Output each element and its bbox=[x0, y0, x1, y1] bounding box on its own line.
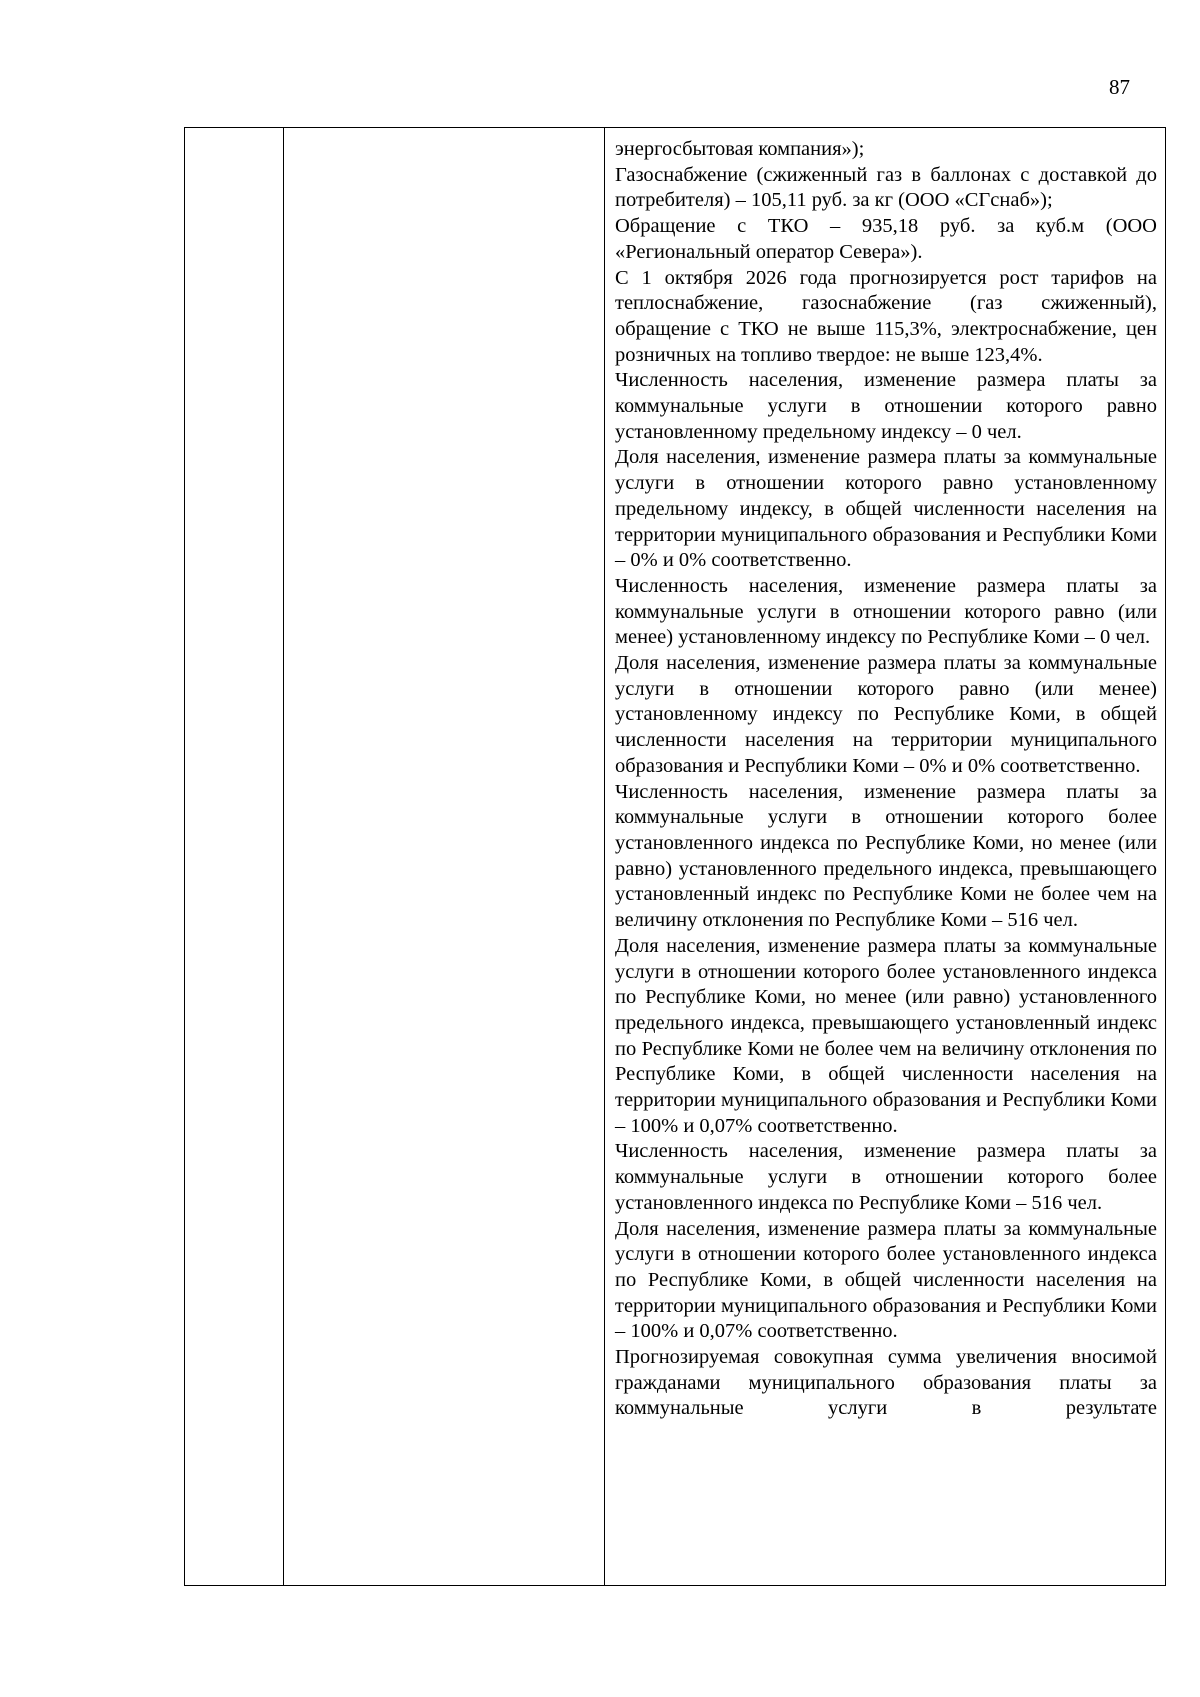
paragraph: Численность населения, изменение размера платы за коммунальные услуги в отношении которого более установленного индекса по Республике Коми, но менее (или равно) установленного предельного индекса, превышающего установленный индекс по Республике Коми не более чем на величину отклонения по Республике Коми – 516 чел. bbox=[615, 780, 1157, 932]
content-table bbox=[184, 127, 1166, 1586]
table-cell-name bbox=[284, 128, 605, 1586]
table-row bbox=[185, 128, 1166, 1586]
paragraph: Доля населения, изменение размера платы за коммунальные услуги в отношении которого равно установленному предельному индексу, в общей численности населения на территории муниципального образования и Республики Коми – 0% и 0% соответственно. bbox=[615, 446, 1157, 572]
paragraph: Численность населения, изменение размера платы за коммунальные услуги в отношении которого равно установленному предельному индексу – 0 чел. bbox=[615, 369, 1157, 443]
page-number: 87 bbox=[1109, 75, 1130, 99]
paragraph: Прогнозируемая совокупная сумма увеличения вносимой гражданами муниципального образования платы за коммунальные услуги в результате bbox=[615, 1346, 1157, 1420]
table-cell-description bbox=[605, 128, 1166, 1586]
paragraph: Численность населения, изменение размера платы за коммунальные услуги в отношении которого равно (или менее) установленному индексу по Республике Коми – 0 чел. bbox=[615, 574, 1157, 649]
paragraph: Доля населения, изменение размера платы за коммунальные услуги в отношении которого более установленного индекса по Республике Коми, но менее (или равно) установленного предельного индекса, превышающего установленный индекс по Республике Коми не более чем на величину отклонения по Республике Коми, в общей численности населения на территории муниципального образования и Республики Коми – 100% и 0,07% соответственно. bbox=[615, 934, 1157, 1137]
description-text bbox=[605, 128, 1165, 1422]
paragraph: Численность населения, изменение размера платы за коммунальные услуги в отношении которого более установленного индекса по Республике Коми – 516 чел. bbox=[615, 1140, 1157, 1214]
table-cell-number bbox=[185, 128, 284, 1586]
paragraph: энергосбытовая компания»); bbox=[615, 138, 865, 160]
paragraph: Газоснабжение (сжиженный газ в баллонах с доставкой до потребителя) – 105,11 руб. за кг (ООО «СГснаб»); bbox=[615, 163, 1157, 212]
paragraph: Доля населения, изменение размера платы за коммунальные услуги в отношении которого равно (или менее) установленному индексу по Республике Коми, в общей численности населения на территории муниципального образования и Республики Коми – 0% и 0% соответственно. bbox=[615, 652, 1157, 777]
paragraph: Обращение с ТКО – 935,18 руб. за куб.м (ООО «Региональный оператор Севера»). bbox=[615, 215, 1157, 263]
paragraph: Доля населения, изменение размера платы за коммунальные услуги в отношении которого более установленного индекса по Республике Коми, в общей численности населения на территории муниципального образования и Республики Коми – 100% и 0,07% соответственно. bbox=[615, 1217, 1157, 1343]
paragraph: С 1 октября 2026 года прогнозируется рост тарифов на теплоснабжение, газоснабжение (газ сжиженный), обращение с ТКО не выше 115,3%, электроснабжение, цен розничных на топливо твердое: не выше 123,4%. bbox=[615, 266, 1157, 366]
